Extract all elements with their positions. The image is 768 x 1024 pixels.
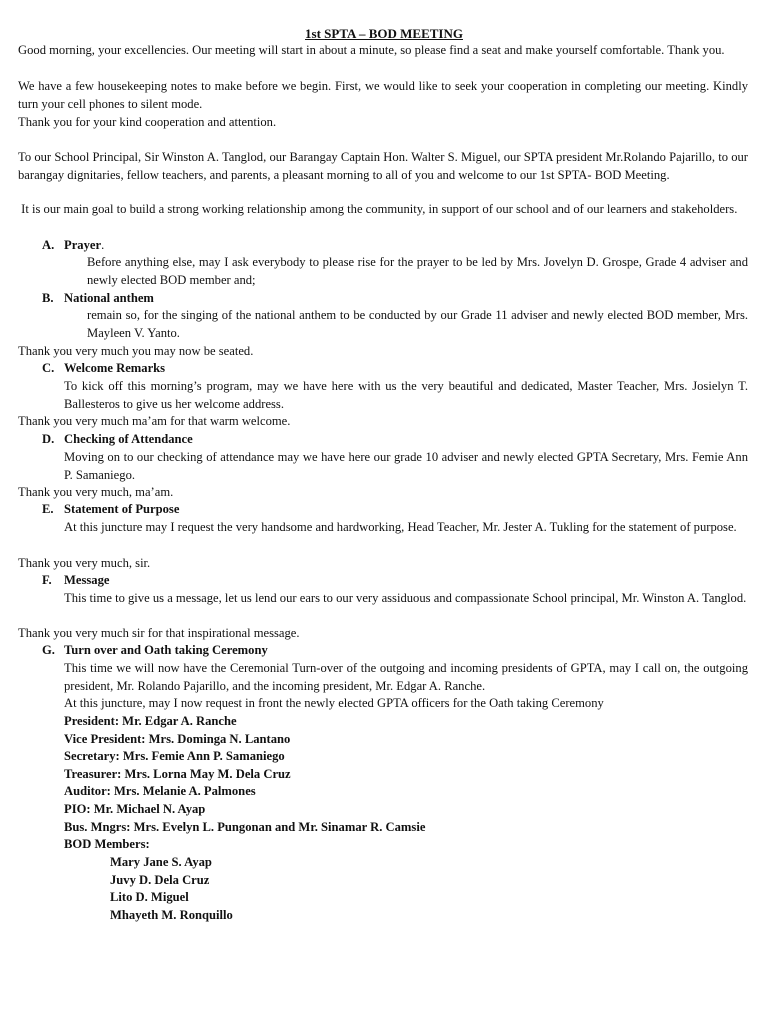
- item-b-heading: National anthem: [64, 291, 154, 305]
- item-a-heading: [64, 237, 104, 255]
- item-b-text: remain so, for the singing of the national anthem to be conducted by our Grade 11 adviser and newly elected BOD member, Mrs. Mayleen V. Yanto.: [87, 308, 748, 340]
- officer-vice-president: Vice President: Mrs. Dominga N. Lantano: [64, 731, 291, 746]
- officer-treasurer: Treasurer: Mrs. Lorna May M. Dela Cruz: [64, 766, 291, 781]
- item-e-thanks: Thank you very much, sir.: [18, 556, 151, 570]
- item-a-letter: A.: [42, 238, 55, 252]
- item-e-text: At this juncture may I request the very handsome and hardworking, Head Teacher, Mr. Jester A. Tukling for the statement of purpose.: [64, 520, 737, 534]
- item-a-heading-text: Prayer: [64, 238, 102, 252]
- item-g-heading: Turn over and Oath taking Ceremony: [64, 643, 268, 657]
- bod-members-label: BOD Members:: [64, 837, 150, 852]
- bod-member: Mhayeth M. Ronquillo: [110, 907, 233, 922]
- item-f-heading: Message: [64, 573, 110, 587]
- item-g-letter: G.: [42, 643, 55, 657]
- bod-member: Lito D. Miguel: [110, 890, 189, 905]
- officer-business-managers: Bus. Mngrs: Mrs. Evelyn L. Pungonan and Mr. Sinamar R. Camsie: [64, 819, 426, 834]
- item-b-thanks: Thank you very much you may now be seated.: [18, 344, 254, 358]
- intro-paragraph-4: To our School Principal, Sir Winston A. Tanglod, our Barangay Captain Hon. Walter S. Miguel, our SPTA president Mr.Rolando Pajarillo, to our barangay dignitaries, fellow teachers, and parents, a pleasant morning to all of you and welcome to our 1st SPTA- BOD Meeting.: [18, 150, 748, 182]
- bod-member: Mary Jane S. Ayap: [110, 855, 212, 869]
- item-g-text: This time we will now have the Ceremonial Turn-over of the outgoing and incoming presidents of GPTA, may I call on, the outgoing president, Mr. Rolando Pajarillo, and the incoming president, Mr. Edgar A. Ranche.: [64, 661, 748, 693]
- item-b-letter: B.: [42, 291, 54, 305]
- item-c-text: To kick off this morning’s program, may we have here with us the very beautiful and dedicated, Master Teacher, Mrs. Josielyn T. Ballesteros to give us her welcome address.: [64, 379, 748, 411]
- item-c-heading: Welcome Remarks: [64, 361, 166, 375]
- item-d-letter: D.: [42, 432, 55, 446]
- officer-pio: PIO: Mr. Michael N. Ayap: [64, 801, 206, 816]
- item-f-text: This time to give us a message, let us lend our ears to our very assiduous and compassionate School principal, Mr. Winston A. Tanglod.: [64, 591, 747, 605]
- item-g-text-2: At this juncture, may I now request in front the newly elected GPTA officers for the Oath taking Ceremony: [64, 696, 604, 710]
- officers-list: [64, 713, 425, 854]
- officer-president: President: Mr. Edgar A. Ranche: [64, 714, 237, 728]
- item-e-letter: E.: [42, 502, 54, 516]
- page-title: 1st SPTA – BOD MEETING: [305, 26, 463, 41]
- item-f-thanks: Thank you very much sir for that inspirational message.: [18, 626, 300, 640]
- officer-auditor: Auditor: Mrs. Melanie A. Palmones: [64, 784, 256, 799]
- item-a-text: Before anything else, may I ask everybody to please rise for the prayer to be led by Mrs. Jovelyn D. Grospe, Grade 4 adviser and newly elected BOD member and;: [87, 255, 748, 287]
- item-f-letter: F.: [42, 573, 52, 587]
- item-e-heading: Statement of Purpose: [64, 502, 180, 516]
- intro-paragraph-1: Good morning, your excellencies. Our meeting will start in about a minute, so please find a seat and make yourself comfortable. Thank you.: [18, 43, 725, 57]
- item-d-thanks: Thank you very much, ma’am.: [18, 485, 174, 499]
- bod-member: Juvy D. Dela Cruz: [110, 872, 210, 887]
- bod-members-list: [110, 854, 233, 924]
- intro-paragraph-3: Thank you for your kind cooperation and attention.: [18, 115, 277, 129]
- item-c-thanks: Thank you very much ma’am for that warm welcome.: [18, 414, 291, 428]
- item-a-heading-suffix: .: [101, 238, 105, 252]
- item-d-text: Moving on to our checking of attendance may we have here our grade 10 adviser and newly elected GPTA Secretary, Mrs. Femie Ann P. Samaniego.: [64, 450, 748, 482]
- officer-secretary: Secretary: Mrs. Femie Ann P. Samaniego: [64, 749, 285, 764]
- intro-paragraph-2: We have a few housekeeping notes to make before we begin. First, we would like to seek your cooperation in completing our meeting. Kindly turn your cell phones to silent mode.: [18, 79, 748, 111]
- intro-paragraph-5: It is our main goal to build a strong working relationship among the community, in support of our school and of our learners and stakeholders.: [18, 202, 738, 216]
- item-c-letter: C.: [42, 361, 55, 375]
- item-d-heading: Checking of Attendance: [64, 432, 193, 446]
